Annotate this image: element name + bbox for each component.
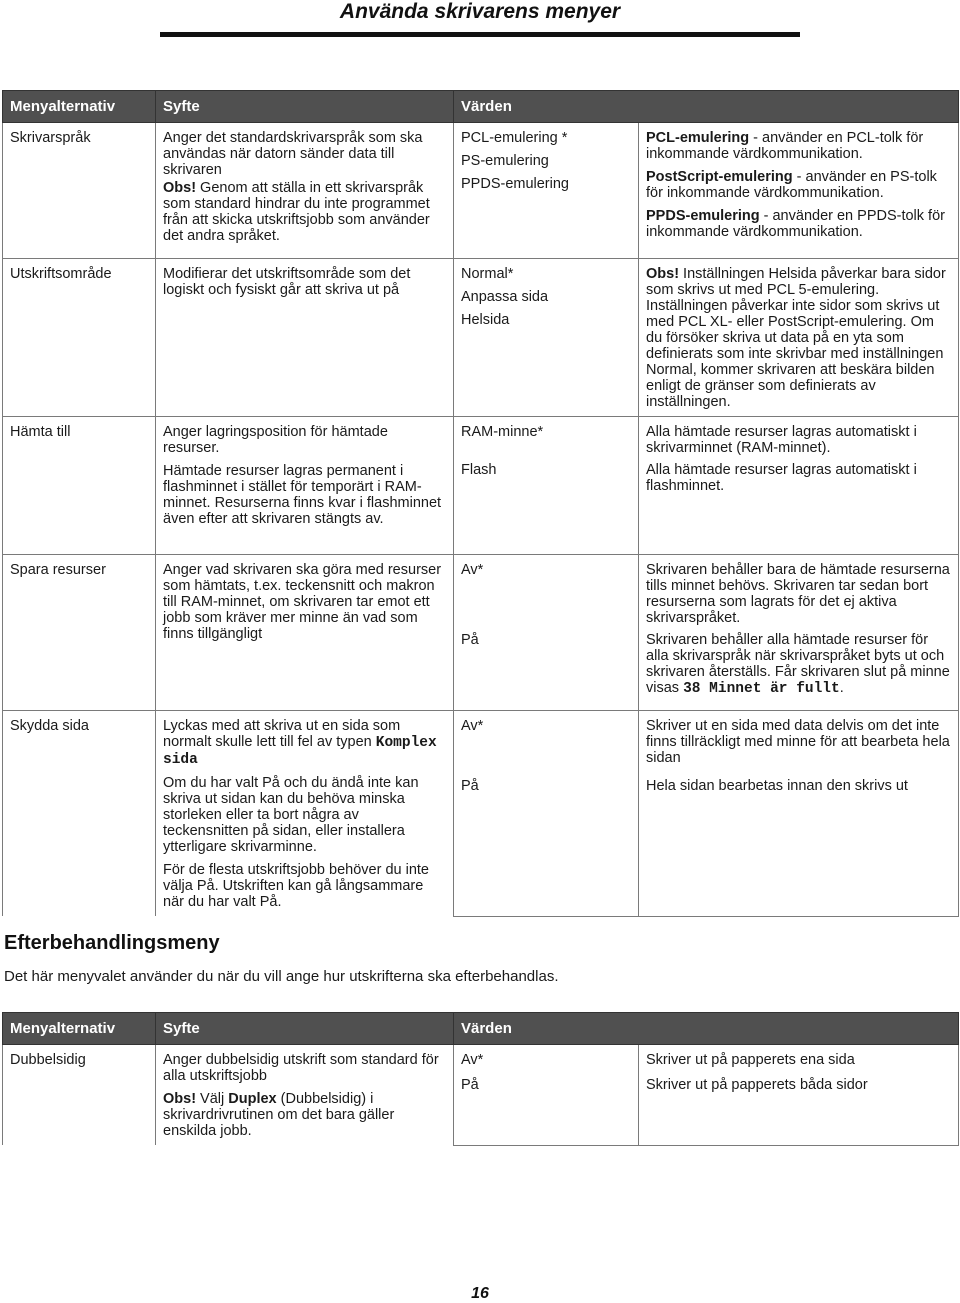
option-purpose: Anger vad skrivaren ska göra med resurser som hämtats, t.ex. teckensnitt och makron till RAM-minnet, om skrivaren tar emot ett jobb som kräver mer minne än vad som finns tillgängligt <box>156 555 454 711</box>
desc-end: . <box>839 680 844 696</box>
option-value: Flash <box>454 462 639 555</box>
value-description <box>639 632 959 711</box>
note-text: Inställningen Helsida påverkar bara sidor som skrivs ut med PCL 5-emulering. Inställningen påverkar inte sidor som skrivs ut med PCL XL- eller PostScript-emulering. Om du försöker skriva ut data på en yta som definierats som inte skrivbar med inställningen Normal, kommer skrivaren att beskära bilden enligt de gränser som definierats av inställningen. <box>646 266 946 410</box>
purpose-text: Anger dubbelsidig utskrift som standard för alla utskriftsjobb <box>163 1052 439 1084</box>
table-row <box>3 417 959 463</box>
desc-label: PCL-emulering <box>646 130 750 146</box>
menu-table-2 <box>2 1012 959 1146</box>
value-description: Alla hämtade resurser lagras automatiskt i skrivarminnet (RAM-minnet). <box>639 417 959 463</box>
desc-text: Skrivaren behåller alla hämtade resurser för alla skrivarspråk när skrivarspråket byts ut och skrivaren återställs. Får skrivaren slut på minne visas <box>646 632 950 696</box>
purpose-text: Hämtade resurser lagras permanent i flashminnet i stället för temporärt i RAM-minnet. Resurserna finns kvar i flashminnet även efter att skrivaren stängts av. <box>163 463 442 527</box>
option-name: Dubbelsidig <box>3 1045 156 1146</box>
desc-code: 38 Minnet är fullt <box>683 681 840 697</box>
option-values <box>454 123 639 259</box>
option-purpose <box>156 1045 454 1146</box>
purpose-text <box>163 718 446 768</box>
purpose-note <box>163 180 446 244</box>
value-description: Hela sidan bearbetas innan den skrivs ut <box>639 778 959 916</box>
purpose-text-part: Lyckas med att skriva ut en sida som normalt skulle lett till fel av typen <box>163 718 401 750</box>
option-value: På <box>454 632 639 711</box>
desc-item <box>646 169 951 201</box>
value-description: Skriver ut en sida med data delvis om det inte finns tillräckligt med minne för att bearbeta hela sidan <box>639 711 959 778</box>
header-purpose: Syfte <box>156 91 454 123</box>
option-purpose: Modifierar det utskriftsområde som det logiskt och fysiskt går att skriva ut på <box>156 259 454 417</box>
option-name: Skydda sida <box>3 711 156 917</box>
table-row <box>3 555 959 633</box>
header-option: Menyalternativ <box>3 91 156 123</box>
option-value: På <box>454 1077 639 1145</box>
purpose-text: Om du har valt På och du ändå inte kan skriva ut sidan kan du behöva minska storleken eller ta bort några av teckensnitten på sidan, eller installera ytterligare skrivarminne. <box>163 775 419 855</box>
purpose-text: Anger det standardskrivarspråk som ska användas när datorn sänder data till skrivaren <box>163 130 423 178</box>
value-description: Alla hämtade resurser lagras automatiskt i flashminnet. <box>639 462 959 555</box>
note-text: Genom att ställa in ett skrivarspråk som standard hindrar du inte programmet från att skicka utskriftsjobb som använder det andra språket. <box>163 180 430 244</box>
value-item: PPDS-emulering <box>461 176 569 192</box>
table-header-row <box>3 91 959 123</box>
desc-item <box>646 208 951 240</box>
table-row <box>3 1045 959 1078</box>
value-item: Helsida <box>461 312 510 328</box>
option-values <box>454 259 639 417</box>
value-description: Skrivaren behåller bara de hämtade resurserna tills minnet behövs. Skrivaren tar sedan bort resurserna som lagrats för det ej aktiva skrivarspråket. <box>639 555 959 633</box>
option-name: Hämta till <box>3 417 156 555</box>
desc-item <box>646 130 951 162</box>
option-name: Skrivarspråk <box>3 123 156 259</box>
note-text: Välj <box>196 1091 229 1107</box>
table-row <box>3 259 959 417</box>
note-bold: Duplex <box>228 1091 277 1107</box>
note-label: Obs! <box>163 180 197 196</box>
desc-text: - använder en PCL-tolk för inkommande värdkommunikation. <box>646 130 924 162</box>
menu-table-1 <box>2 90 959 917</box>
note-text: (Dubbelsidig) i skrivardrivrutinen om det bara gäller enskilda jobb. <box>163 1091 395 1139</box>
value-description <box>639 123 959 259</box>
option-value: RAM-minne* <box>454 417 639 463</box>
option-name: Spara resurser <box>3 555 156 711</box>
value-description: Skriver ut på papperets ena sida <box>639 1045 959 1078</box>
table-header-row <box>3 1013 959 1045</box>
section-intro: Det här menyvalet använder du när du vill ange hur utskrifterna ska efterbehandlas. <box>4 968 559 985</box>
option-value: På <box>454 778 639 916</box>
table-row <box>3 711 959 778</box>
option-purpose <box>156 417 454 555</box>
desc-text: - använder en PS-tolk för inkommande värdkommunikation. <box>646 169 937 201</box>
value-description <box>639 259 959 417</box>
value-description: Skriver ut på papperets båda sidor <box>639 1077 959 1145</box>
option-value: Av* <box>454 711 639 778</box>
purpose-text: För de flesta utskriftsjobb behöver du inte välja På. Utskriften kan gå långsammare när du har valt På. <box>163 862 429 910</box>
desc-text: - använder en PPDS-tolk för inkommande värdkommunikation. <box>646 208 945 240</box>
value-item: PS-emulering <box>461 153 549 169</box>
header-purpose: Syfte <box>156 1013 454 1045</box>
page-number: 16 <box>471 1285 489 1302</box>
value-item: Anpassa sida <box>461 289 549 305</box>
header-rule <box>160 32 800 37</box>
purpose-note <box>163 1091 446 1139</box>
header-values: Värden <box>454 1013 959 1045</box>
purpose-code: Komplex sida <box>163 735 437 768</box>
desc-label: PostScript-emulering <box>646 169 793 185</box>
note-label: Obs! <box>646 266 680 282</box>
header-option: Menyalternativ <box>3 1013 156 1045</box>
purpose-text: Anger lagringsposition för hämtade resurser. <box>163 424 388 456</box>
note-label: Obs! <box>163 1091 197 1107</box>
table-row <box>3 123 959 259</box>
desc-label: PPDS-emulering <box>646 208 760 224</box>
header-values: Värden <box>454 91 959 123</box>
option-value: Av* <box>454 1045 639 1078</box>
page-header-title: Använda skrivarens menyer <box>339 0 621 23</box>
value-item: PCL-emulering * <box>461 130 568 146</box>
option-value: Av* <box>454 555 639 633</box>
section-title: Efterbehandlingsmeny <box>4 932 220 954</box>
option-purpose <box>156 711 454 917</box>
value-item: Normal* <box>461 266 514 282</box>
option-purpose <box>156 123 454 259</box>
option-name: Utskriftsområde <box>3 259 156 417</box>
